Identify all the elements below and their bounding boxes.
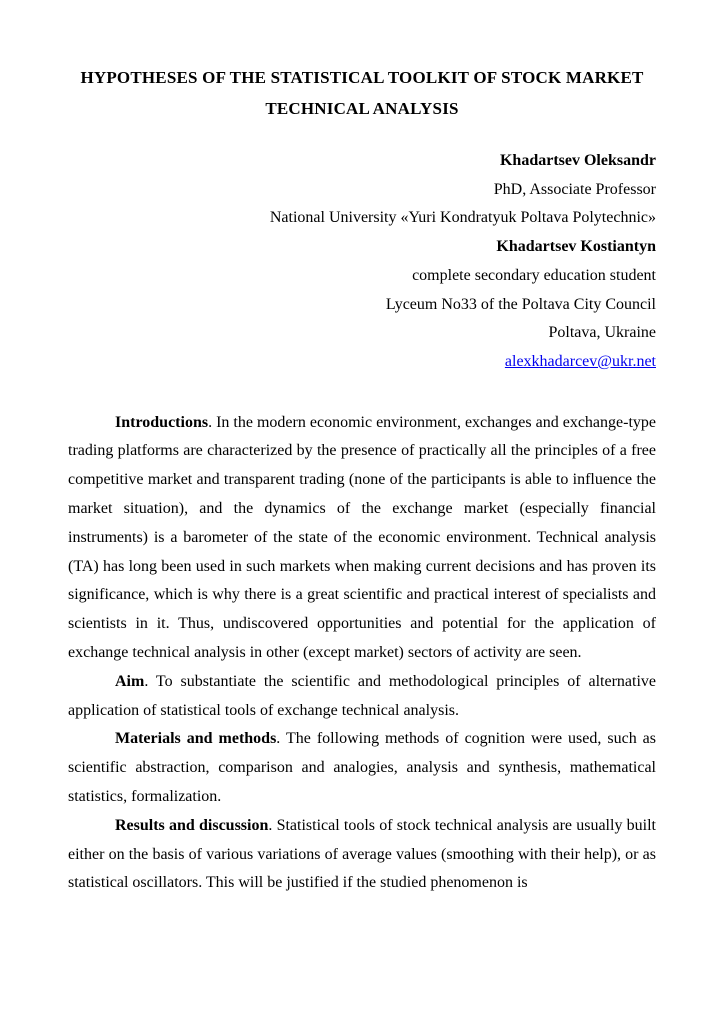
results-discussion-text: . Statistical tools of stock technical analysis are usually built either on the basis of various variations of average values (smoothing with their help), or as statistical oscillators. This will be justified if the studied phenomenon is [68, 816, 656, 892]
author-affiliation-2: Lyceum No33 of the Poltava City Council [385, 295, 656, 313]
author-email-line [68, 348, 656, 377]
materials-methods-text: . The following methods of cognition were used, such as scientific abstraction, comparison and analogies, analysis and synthesis, mathematical statistics, formalization. [68, 730, 657, 805]
email-link[interactable]: alexkhadarcev@ukr.net [504, 352, 656, 370]
paragraph-results-discussion [68, 812, 656, 898]
introductions-text: . In the modern economic environment, exchanges and exchange-type trading platforms are characterized by the presence of practically all the principles of a free competitive market and transparent trading (none of the participants is able to influence the market situation), and the dynamics of the exchange market (especially financial instruments) is a barometer of the state of the economic environment. Technical analysis (TA) has long been used in such markets when making current decisions and has proven its significance, which is why there is a great scientific and practical interest of specialists and scientists in it. Thus, undiscovered opportunities and potential for the application of exchange technical analysis in other (except market) sectors of activity are seen. [68, 413, 656, 661]
author-degree: PhD, Associate Professor [493, 180, 656, 198]
aim-heading: Aim [115, 672, 145, 690]
author-name-1: Khadartsev Oleksandr [499, 152, 656, 169]
author-role-2: complete secondary education student [412, 266, 656, 284]
paragraph-aim [68, 668, 656, 726]
results-discussion-heading: Results and discussion [115, 816, 269, 834]
materials-methods-heading: Materials and methods [115, 730, 277, 748]
abstract-body [68, 409, 656, 899]
author-name-2: Khadartsev Kostiantyn [496, 238, 656, 256]
introductions-heading: Introductions [115, 413, 209, 431]
author-affiliation-1: National University «Yuri Kondratyuk Poltava Polytechnic» [269, 209, 656, 227]
paragraph-materials-methods [68, 725, 656, 811]
paper-title-line-1: HYPOTHESES OF THE STATISTICAL TOOLKIT OF STOCK MARKET [80, 68, 644, 87]
paragraph-introductions [68, 409, 656, 668]
paper-title-line-2: TECHNICAL ANALYSIS [265, 99, 459, 118]
author-block [68, 147, 656, 377]
author-location: Poltava, Ukraine [548, 324, 656, 342]
paper-title [68, 62, 656, 124]
aim-text: . To substantiate the scientific and methodological principles of alternative application of statistical tools of exchange technical analysis. [68, 672, 656, 719]
